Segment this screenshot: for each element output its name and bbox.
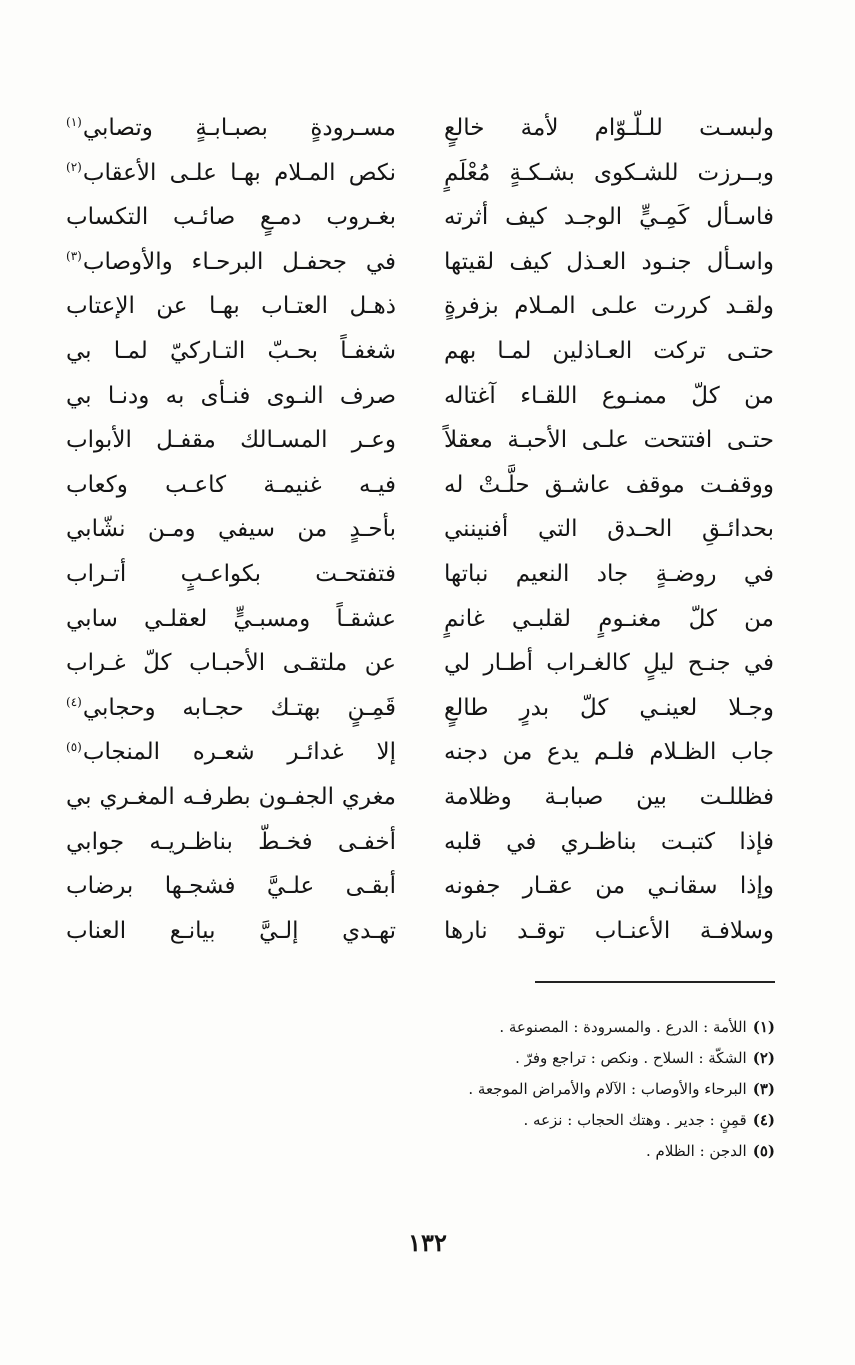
footnote <box>95 1105 775 1136</box>
verse-second-hemistich-wrap <box>66 686 396 730</box>
verse-second-hemistich: صرف النـوى فنـأى به ودنـا بي <box>66 382 396 409</box>
verse <box>66 106 774 150</box>
verse <box>66 418 774 462</box>
verse-first-hemistich: ولبسـت للـلّـوّام لأمة خالعٍ <box>444 115 774 141</box>
verse-second-hemistich-wrap <box>66 418 396 462</box>
footnote-text: البرحاء والأوصاب : الآلام والأمراض الموجعة . <box>468 1080 747 1098</box>
verse-second-hemistich: إلا غدائـر شعـره المنجاب <box>82 739 396 766</box>
verse-second-hemistich-wrap <box>66 374 396 418</box>
verse-second-hemistich: مغري الجفـون بطرفـه المغـري بي <box>66 784 396 810</box>
footnote-text: الشكّة : السلاح . ونكص : تراجع وفرّ . <box>515 1049 747 1067</box>
verse <box>66 730 774 774</box>
verse-second-hemistich: ذهـل العتـاب بهـا عن الإعتاب <box>66 293 396 320</box>
verse-second-hemistich-wrap <box>66 864 396 908</box>
verse-first-hemistich: فإذا كتبـت بناظـري في قلبه <box>444 828 774 855</box>
verse-first-hemistich: فظللـت بين صبابـة وظلامة <box>444 784 774 810</box>
verse-second-hemistich: أخفـى فخـطّ بناظـريـه جوابي <box>66 828 396 855</box>
verse-second-hemistich-wrap <box>66 641 396 685</box>
verse-second-hemistich: عن ملتقـى الأحبـاب كلّ غـراب <box>66 650 396 677</box>
verse-second-hemistich-wrap <box>66 151 396 195</box>
footnote-number: (٢) <box>752 1049 775 1067</box>
verse <box>66 329 774 373</box>
footnote-separator <box>535 981 775 983</box>
verse <box>66 820 774 864</box>
footnotes <box>95 1012 775 1167</box>
footnote <box>95 1074 775 1105</box>
verse <box>66 151 774 195</box>
verse <box>66 195 774 239</box>
verse-second-hemistich: تهـدي إلـيَّ بيانـع العناب <box>66 917 396 944</box>
verse-second-hemistich: نكص المـلام بهـا علـى الأعقاب <box>82 159 396 186</box>
verse-first-hemistich: في روضـةٍ جاد النعيم نباتها <box>444 561 774 587</box>
verse <box>66 507 774 551</box>
verse-second-hemistich: مسـرودةٍ بصبـابـةٍ وتصابي <box>82 115 396 141</box>
footnote-number: (١) <box>752 1018 775 1036</box>
verse-first-hemistich: ولقـد كررت علـى المـلام بزفرةٍ <box>444 293 774 320</box>
verse-second-hemistich-wrap <box>66 240 396 284</box>
verse-first-hemistich: من كلّ مغنـومٍ لقلبـي غانمٍ <box>444 605 774 632</box>
footnote-number: (٣) <box>752 1080 775 1098</box>
verse-second-hemistich-wrap <box>66 329 396 373</box>
verse-second-hemistich-wrap <box>66 195 396 239</box>
footnote-reference: (٤) <box>66 695 82 710</box>
verse <box>66 240 774 284</box>
verse-first-hemistich: بحدائـقِ الحـدق التي أفنينني <box>444 516 774 543</box>
page-number: ١٣٢ <box>408 1228 447 1257</box>
verse-first-hemistich: فاسـأل كَمِـيٍّ الوجـد كيف أثرته <box>444 204 774 231</box>
verse <box>66 686 774 730</box>
footnote-text: الدجن : الظلام . <box>646 1142 747 1160</box>
footnote-reference: (٣) <box>66 249 82 264</box>
verse-first-hemistich: وبــرزت للشـكوى بشـكـةٍ مُعْلَمٍ <box>444 159 774 186</box>
footnote-number: (٥) <box>752 1142 775 1160</box>
verse <box>66 552 774 596</box>
verse-second-hemistich-wrap <box>66 730 396 774</box>
footnote-reference: (٥) <box>66 739 82 754</box>
verse-second-hemistich: وعـر المسـالك مقفـل الأبواب <box>66 427 396 454</box>
verse-second-hemistich-wrap <box>66 775 396 819</box>
verse-second-hemistich-wrap <box>66 106 396 150</box>
footnote <box>95 1043 775 1074</box>
footnote-reference: (١) <box>66 115 82 130</box>
verse-second-hemistich: شغفـاً بحـبّ التـاركيّ لمـا بي <box>66 338 396 364</box>
verse-second-hemistich-wrap <box>66 463 396 507</box>
verse-second-hemistich-wrap <box>66 909 396 953</box>
verse-second-hemistich-wrap <box>66 507 396 551</box>
footnote-text: اللأمة : الدرع . والمسرودة : المصنوعة . <box>499 1018 747 1036</box>
verse-second-hemistich: أبقـى علـيَّ فشجـها برضاب <box>66 873 396 900</box>
verse-first-hemistich: حتـى افتتحت علـى الأحبـة معقلاً <box>444 427 774 454</box>
verse-second-hemistich-wrap <box>66 820 396 864</box>
footnote-text: قمِنٍ : جدير . وهتك الحجاب : نزعه . <box>523 1111 747 1129</box>
verse-second-hemistich: فيـه غنيمـة كاعـب وكعاب <box>66 471 396 498</box>
verse <box>66 909 774 953</box>
verse-second-hemistich: قَمِـنٍ بهتـك حجـابه وحجابي <box>82 694 396 721</box>
verse-first-hemistich: وإذا سقانـي من عقـار جفونه <box>444 873 774 900</box>
footnote <box>95 1136 775 1167</box>
footnote-reference: (٢) <box>66 159 82 174</box>
verse-second-hemistich-wrap <box>66 552 396 596</box>
verse-first-hemistich: في جنـح ليلٍ كالغـراب أطـار لي <box>444 650 774 677</box>
verse-first-hemistich: ووقفـت موقف عاشـق حلَّـتْ له <box>444 471 774 498</box>
verse-second-hemistich: بأحـدٍ من سيفي ومـن نشّابي <box>66 516 396 543</box>
verse-first-hemistich: من كلّ ممنـوع اللقـاء آغتاله <box>444 382 774 409</box>
footnote <box>95 1012 775 1043</box>
footnote-number: (٤) <box>752 1111 775 1129</box>
verse <box>66 775 774 819</box>
verse-second-hemistich-wrap <box>66 597 396 641</box>
verse-first-hemistich: وسلافـة الأعنـاب توقـد نارها <box>444 917 774 944</box>
verse-second-hemistich: في جحفـل البرحـاء والأوصاب <box>82 248 396 275</box>
verse-first-hemistich: جاب الظـلام فلـم يدع من دجنه <box>444 739 774 766</box>
verse-first-hemistich: حتـى تركت العـاذلين لمـا بهم <box>444 338 774 364</box>
verse <box>66 641 774 685</box>
verse-first-hemistich: واسـأل جنـود العـذل كيف لقيتها <box>444 248 774 275</box>
verse-second-hemistich: عشقـاً ومسبـيٍّ لعقلـي سابي <box>66 605 396 632</box>
verse-second-hemistich: فتفتحـت بكواعـبٍ أتـراب <box>66 561 396 587</box>
verse <box>66 284 774 328</box>
verse <box>66 374 774 418</box>
verse-second-hemistich-wrap <box>66 284 396 328</box>
verse-second-hemistich: بغـروب دمـعٍ صائـب التكساب <box>66 204 396 231</box>
verse <box>66 864 774 908</box>
verse-first-hemistich: وجـلا لعينـي كلّ بدرٍ طالعٍ <box>444 694 774 721</box>
poem-body <box>66 106 774 956</box>
verse <box>66 597 774 641</box>
verse <box>66 463 774 507</box>
